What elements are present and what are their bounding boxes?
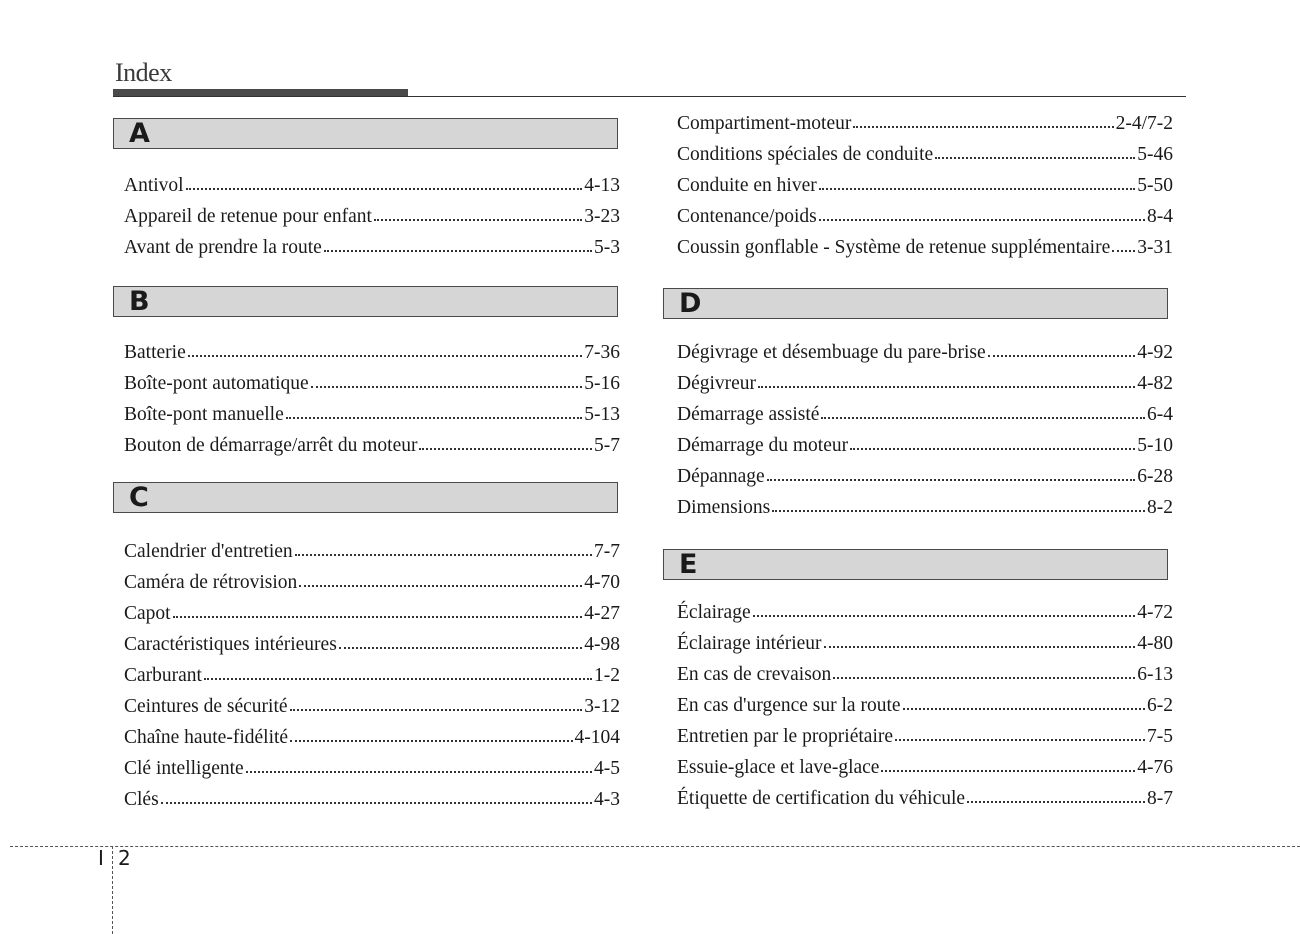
dot-leader [204,677,592,680]
index-entry-page: 1-2 [594,665,620,686]
index-entry-term: Capot [124,603,171,624]
index-entry-page: 4-80 [1137,633,1173,654]
index-entry-page: 4-98 [584,634,620,655]
dot-leader [419,447,592,450]
index-entry-term: Dégivrage et désembuage du pare-brise [677,342,986,363]
index-entry-page: 4-13 [584,175,620,196]
index-entry [677,783,1173,814]
index-entry-page: 8-2 [1147,497,1173,518]
index-entry-page: 6-13 [1137,664,1173,685]
index-entry [124,399,620,430]
index-entry [124,368,620,399]
section-header-c: C [113,482,618,513]
dot-leader [299,584,582,587]
index-entry-page: 4-5 [594,758,620,779]
index-entry-term: Dégivreur [677,373,757,394]
index-entry [677,201,1173,232]
index-entry [124,691,620,722]
index-entry-term: Chaîne haute-fidélité [124,727,289,748]
index-entry [677,232,1173,263]
dot-leader [772,509,1145,512]
index-entry [124,170,620,201]
dot-leader [850,447,1135,450]
index-entry-term: Coussin gonflable - Système de retenue supplémentaire [677,237,1111,258]
index-entry [677,628,1173,659]
index-entry-term: Boîte-pont manuelle [124,404,284,425]
index-entry [677,399,1173,430]
dot-leader [753,614,1136,617]
index-entry [677,492,1173,523]
index-entry [124,430,620,461]
dot-leader [246,770,592,773]
index-entry-term: Caméra de rétrovision [124,572,298,593]
index-entry-term: Compartiment-moteur [677,113,852,134]
index-entry-term: Appareil de retenue pour enfant [124,206,372,227]
index-entry-page: 6-4 [1147,404,1173,425]
dot-leader [374,218,582,221]
index-entry [677,690,1173,721]
index-entry-page: 7-7 [594,541,620,562]
index-entry-term: Étiquette de certification du véhicule [677,788,966,809]
section-c-continued-entries [677,108,1173,263]
index-entry-term: Batterie [124,342,186,363]
page-title: Index [115,58,172,87]
index-entry-term: Boîte-pont automatique [124,373,309,394]
index-entry [124,629,620,660]
index-entry-page: 3-12 [584,696,620,717]
index-entry [677,170,1173,201]
dot-leader [967,800,1145,803]
index-entry-page: 5-50 [1137,175,1173,196]
dot-leader [758,385,1135,388]
index-entry-term: Caractéristiques intérieures [124,634,337,655]
index-entry [124,567,620,598]
index-entry [677,721,1173,752]
index-entry-page: 4-76 [1137,757,1173,778]
section-header-a: A [113,118,618,149]
index-entry [677,659,1173,690]
footer-divider-vertical [112,846,113,934]
section-e-entries [677,597,1173,814]
index-entry-page: 4-3 [594,789,620,810]
title-underline-thin [113,96,1186,97]
index-entry-term: En cas de crevaison [677,664,832,685]
index-entry-page: 7-5 [1147,726,1173,747]
dot-leader [161,801,592,804]
dot-leader [881,769,1135,772]
index-entry-term: En cas d'urgence sur la route [677,695,901,716]
dot-leader [290,739,572,742]
dot-leader [819,218,1145,221]
section-d-entries [677,337,1173,523]
index-entry-page: 3-23 [584,206,620,227]
dot-leader [1112,249,1135,252]
section-b-entries [124,337,620,461]
index-entry-term: Démarrage assisté [677,404,820,425]
index-entry-page: 6-2 [1147,695,1173,716]
index-entry [124,598,620,629]
index-entry [677,461,1173,492]
index-entry [124,784,620,815]
dot-leader [186,187,583,190]
dot-leader [311,385,583,388]
index-entry-term: Clé intelligente [124,758,244,779]
index-entry-page: 5-16 [584,373,620,394]
index-entry-term: Dépannage [677,466,765,487]
index-entry-term: Entretien par le propriétaire [677,726,894,747]
footer-divider-horizontal [10,846,1300,847]
index-entry-page: 4-72 [1137,602,1173,623]
index-entry [124,660,620,691]
index-entry-page: 8-4 [1147,206,1173,227]
dot-leader [339,646,582,649]
index-entry [677,139,1173,170]
dot-leader [286,416,582,419]
section-header-d: D [663,288,1168,319]
index-entry-page: 5-46 [1137,144,1173,165]
section-c-entries [124,536,620,815]
index-entry-term: Calendrier d'entretien [124,541,293,562]
dot-leader [833,676,1135,679]
index-entry-page: 5-7 [594,435,620,456]
index-entry-page: 6-28 [1137,466,1173,487]
dot-leader [324,249,592,252]
index-entry [124,232,620,263]
index-entry-term: Avant de prendre la route [124,237,322,258]
index-entry-term: Ceintures de sécurité [124,696,288,717]
index-entry-term: Clés [124,789,159,810]
index-entry [124,337,620,368]
index-entry [677,752,1173,783]
index-entry [677,337,1173,368]
dot-leader [895,738,1145,741]
index-entry-page: 4-104 [574,727,620,748]
index-entry-page: 4-92 [1137,342,1173,363]
index-entry [124,753,620,784]
dot-leader [935,156,1135,159]
index-entry [124,201,620,232]
index-entry-term: Bouton de démarrage/arrêt du moteur [124,435,418,456]
index-entry-term: Éclairage intérieur [677,633,822,654]
dot-leader [988,354,1136,357]
dot-leader [295,553,592,556]
index-entry [677,368,1173,399]
index-entry-page: 4-27 [584,603,620,624]
index-entry-term: Conduite en hiver [677,175,817,196]
index-entry-term: Essuie-glace et lave-glace [677,757,880,778]
dot-leader [290,708,583,711]
index-entry-page: 5-10 [1137,435,1173,456]
dot-leader [819,187,1136,190]
dot-leader [824,645,1136,648]
index-entry-term: Carburant [124,665,202,686]
index-entry-term: Contenance/poids [677,206,817,227]
dot-leader [173,615,583,618]
index-entry [124,722,620,753]
index-entry-term: Antivol [124,175,184,196]
index-entry-page: 5-13 [584,404,620,425]
index-entry-page: 4-82 [1137,373,1173,394]
dot-leader [903,707,1145,710]
index-entry-term: Éclairage [677,602,751,623]
section-a-entries [124,170,620,263]
dot-leader [821,416,1145,419]
index-entry [677,597,1173,628]
footer-section-label: I [98,846,104,870]
index-entry-term: Dimensions [677,497,771,518]
footer-page-number: 2 [118,846,131,870]
index-entry-page: 3-31 [1137,237,1173,258]
section-header-b: B [113,286,618,317]
index-entry-page: 8-7 [1147,788,1173,809]
index-entry-term: Démarrage du moteur [677,435,849,456]
section-header-e: E [663,549,1168,580]
index-entry [677,430,1173,461]
index-entry-page: 4-70 [584,572,620,593]
index-entry [124,536,620,567]
index-entry [677,108,1173,139]
dot-leader [188,354,583,357]
index-entry-page: 2-4/7-2 [1115,113,1173,134]
dot-leader [767,478,1136,481]
index-entry-page: 7-36 [584,342,620,363]
dot-leader [853,125,1113,128]
index-entry-term: Conditions spéciales de conduite [677,144,934,165]
index-entry-page: 5-3 [594,237,620,258]
